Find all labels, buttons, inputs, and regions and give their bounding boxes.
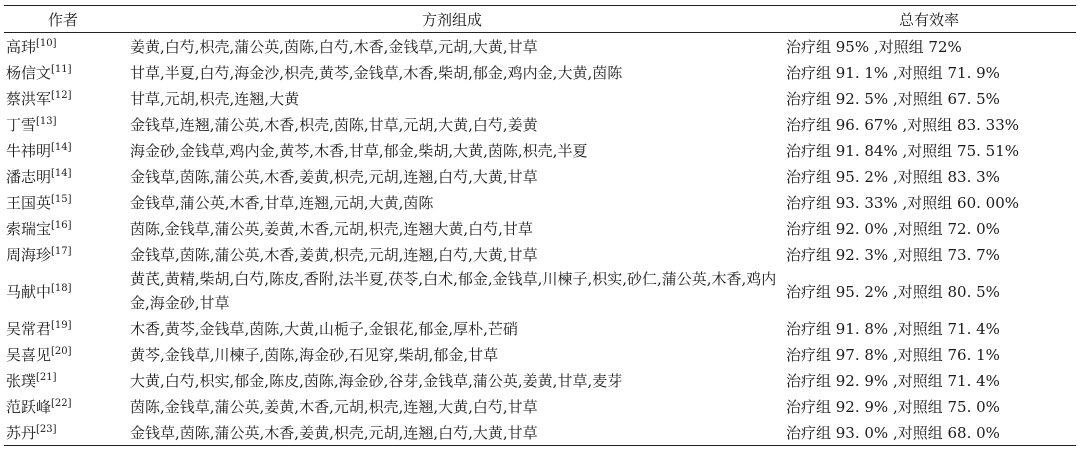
- reference-marker: [10]: [36, 37, 57, 49]
- prescription-table: [4, 5, 1076, 446]
- header-author: 作者: [47, 10, 78, 29]
- table-row: [4, 59, 1076, 85]
- formula-cell: 大黄,白芍,枳实,郁金,陈皮,茵陈,海金砂,谷芽,金钱草,蒲公英,姜黄,甘草,麦芽: [130, 371, 623, 390]
- reference-marker: [18]: [51, 282, 72, 294]
- efficacy-cell: 治疗组 92. 5% ,对照组 67. 5%: [786, 89, 1000, 108]
- formula-cell: 金钱草,连翘,蒲公英,木香,枳壳,茵陈,甘草,元胡,大黄,白芍,姜黄: [130, 115, 538, 134]
- author-cell: [4, 189, 122, 215]
- author-name: 周海珍: [6, 245, 52, 264]
- formula-cell: 甘草,半夏,白芍,海金沙,枳壳,黄芩,金钱草,木香,柴胡,郁金,鸡内金,大黄,茵陈: [130, 63, 623, 82]
- table-row: [4, 341, 1076, 367]
- reference-marker: [23]: [36, 423, 57, 435]
- formula-cell: 黄芩,金钱草,川楝子,茵陈,海金砂,石见穿,柴胡,郁金,甘草: [130, 345, 499, 364]
- formula-cell: 金钱草,茵陈,蒲公英,木香,姜黄,枳壳,元胡,连翘,白芍,大黄,甘草: [130, 167, 538, 186]
- reference-marker: [14]: [51, 141, 72, 153]
- author-cell: [4, 163, 122, 189]
- efficacy-cell: 治疗组 92. 9% ,对照组 75. 0%: [786, 397, 1000, 416]
- efficacy-cell: 治疗组 92. 3% ,对照组 73. 7%: [786, 245, 1000, 264]
- reference-marker: [20]: [51, 345, 72, 357]
- table-row: [4, 315, 1076, 341]
- formula-cell: 茵陈,金钱草,蒲公英,姜黄,木香,元胡,枳壳,连翘,大黄,白芍,甘草: [130, 397, 538, 416]
- efficacy-cell: 治疗组 92. 0% ,对照组 72. 0%: [786, 219, 1000, 238]
- header-formula: 方剂组成: [421, 10, 482, 29]
- author-cell: [4, 393, 122, 419]
- efficacy-cell: 治疗组 95. 2% ,对照组 80. 5%: [786, 282, 1000, 301]
- table-row: [4, 33, 1076, 60]
- reference-marker: [16]: [51, 219, 72, 231]
- efficacy-cell: 治疗组 97. 8% ,对照组 76. 1%: [786, 345, 1000, 364]
- author-name: 苏丹: [6, 423, 37, 442]
- formula-cell: 金钱草,蒲公英,木香,甘草,连翘,元胡,大黄,茵陈: [130, 193, 434, 212]
- author-cell: [4, 33, 122, 60]
- formula-cell: 黄芪,黄精,柴胡,白芍,陈皮,香附,法半夏,茯苓,白术,郁金,金钱草,川楝子,枳实,砂仁,蒲公英,木香,鸡内金,海金砂,甘草: [130, 270, 777, 312]
- author-name: 张璞: [6, 371, 37, 390]
- author-name: 高玮: [6, 37, 37, 56]
- formula-cell: 金钱草,茵陈,蒲公英,木香,姜黄,枳壳,元胡,连翘,白芍,大黄,甘草: [130, 245, 538, 264]
- author-name: 范跃峰: [6, 397, 52, 416]
- table-row: [4, 85, 1076, 111]
- formula-cell: 甘草,元胡,枳壳,连翘,大黄: [130, 89, 300, 108]
- author-name: 王国英: [6, 193, 52, 212]
- efficacy-cell: 治疗组 91. 8% ,对照组 71. 4%: [786, 319, 1000, 338]
- author-name: 潘志明: [6, 167, 52, 186]
- table-row: [4, 215, 1076, 241]
- table-row: [4, 267, 1076, 315]
- author-cell: [4, 215, 122, 241]
- formula-cell: 海金砂,金钱草,鸡内金,黄芩,木香,甘草,郁金,柴胡,大黄,茵陈,枳壳,半夏: [130, 141, 588, 160]
- reference-marker: [11]: [51, 63, 72, 75]
- table-row: [4, 393, 1076, 419]
- reference-marker: [12]: [51, 89, 72, 101]
- efficacy-cell: 治疗组 93. 0% ,对照组 68. 0%: [786, 423, 1000, 442]
- table-header-row: [4, 6, 1076, 33]
- reference-marker: [21]: [36, 371, 57, 383]
- author-name: 蔡洪军: [6, 89, 52, 108]
- formula-cell: 金钱草,茵陈,蒲公英,木香,姜黄,枳壳,元胡,连翘,白芍,大黄,甘草: [130, 423, 538, 442]
- header-efficacy: 总有效率: [898, 10, 959, 29]
- table-row: [4, 241, 1076, 267]
- author-cell: [4, 419, 122, 446]
- author-name: 索瑞宝: [6, 219, 52, 238]
- reference-marker: [17]: [51, 245, 72, 257]
- author-name: 牛祎明: [6, 141, 52, 160]
- table-row: [4, 367, 1076, 393]
- formula-cell: 茵陈,金钱草,蒲公英,姜黄,木香,元胡,枳壳,连翘大黄,白芍,甘草: [130, 219, 533, 238]
- author-name: 马献中: [6, 282, 52, 301]
- table-row: [4, 137, 1076, 163]
- author-name: 吴喜见: [6, 345, 52, 364]
- author-cell: [4, 341, 122, 367]
- table-row: [4, 111, 1076, 137]
- table-row: [4, 419, 1076, 446]
- author-cell: [4, 59, 122, 85]
- efficacy-cell: 治疗组 92. 9% ,对照组 71. 4%: [786, 371, 1000, 390]
- reference-marker: [15]: [51, 193, 72, 205]
- reference-marker: [22]: [51, 397, 72, 409]
- efficacy-cell: 治疗组 91. 1% ,对照组 71. 9%: [786, 63, 1000, 82]
- author-cell: [4, 111, 122, 137]
- efficacy-cell: 治疗组 95% ,对照组 72%: [786, 37, 962, 56]
- table-body: [4, 33, 1076, 446]
- efficacy-cell: 治疗组 93. 33% ,对照组 60. 00%: [786, 193, 1019, 212]
- table-row: [4, 189, 1076, 215]
- author-name: 吴常君: [6, 319, 52, 338]
- table-row: [4, 163, 1076, 189]
- author-cell: [4, 137, 122, 163]
- reference-marker: [19]: [51, 319, 72, 331]
- author-name: 丁雪: [6, 115, 37, 134]
- formula-cell: 木香,黄芩,金钱草,茵陈,大黄,山栀子,金银花,郁金,厚朴,芒硝: [130, 319, 518, 338]
- efficacy-cell: 治疗组 91. 84% ,对照组 75. 51%: [786, 141, 1019, 160]
- formula-cell: 姜黄,白芍,枳壳,蒲公英,茵陈,白芍,木香,金钱草,元胡,大黄,甘草: [130, 37, 538, 56]
- author-cell: [4, 367, 122, 393]
- author-cell: [4, 241, 122, 267]
- reference-marker: [13]: [36, 115, 57, 127]
- author-name: 杨信文: [6, 63, 52, 82]
- reference-marker: [14]: [51, 167, 72, 179]
- author-cell: [4, 267, 122, 315]
- efficacy-cell: 治疗组 96. 67% ,对照组 83. 33%: [786, 115, 1019, 134]
- efficacy-cell: 治疗组 95. 2% ,对照组 83. 3%: [786, 167, 1000, 186]
- author-cell: [4, 315, 122, 341]
- author-cell: [4, 85, 122, 111]
